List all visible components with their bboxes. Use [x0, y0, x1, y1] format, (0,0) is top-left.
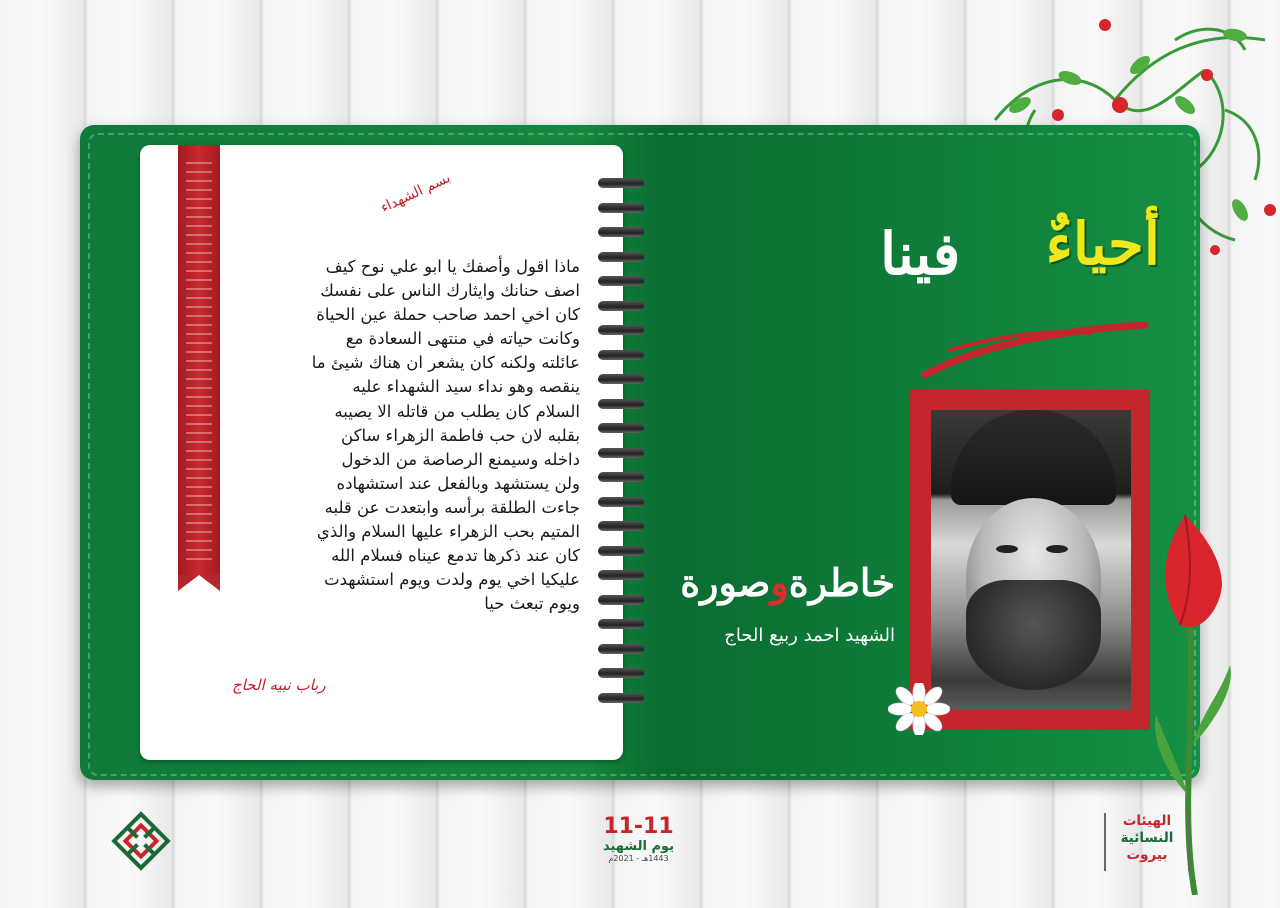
poem-line: ينقصه وهو نداء سيد الشهداء عليه	[352, 377, 580, 397]
spiral-ring	[598, 325, 644, 335]
spiral-binding	[598, 178, 648, 718]
date-years: 1443هـ - 2021م	[608, 854, 669, 863]
poem-line: بقلبه لان حب فاطمة الزهراء ساكن	[341, 425, 580, 445]
org-line-2: النسائية	[1120, 830, 1174, 846]
photo-beard	[966, 580, 1101, 690]
org-line-3: بيروت	[1126, 847, 1168, 863]
spiral-ring	[598, 497, 644, 507]
photo-eye	[1046, 545, 1068, 553]
poem-line: السلام كان يطلب من قاتله الا يصيبه	[334, 401, 580, 421]
poem-line: ماذا اقول وأصفك يا ابو علي نوح كيف	[325, 257, 580, 276]
spiral-ring	[598, 570, 644, 580]
spiral-ring	[598, 252, 644, 262]
poem-line: عليكيا اخي يوم ولدت ويوم استشهدت	[324, 570, 580, 590]
subtitle	[680, 560, 895, 605]
ribbon-calligraphy-pattern	[186, 160, 212, 560]
poem-line: ولن يستشهد وبالفعل عند استشهاده	[336, 473, 580, 493]
spiral-ring	[598, 276, 644, 286]
title-word-2: فينا	[880, 220, 961, 288]
spiral-ring	[598, 521, 644, 531]
photo-eye	[996, 545, 1018, 553]
title-word-1: أحياءٌ	[1045, 210, 1160, 278]
daisy-flower	[888, 683, 950, 735]
poster-title	[880, 210, 1160, 310]
spiral-ring	[598, 546, 644, 556]
poem-line: وكانت حياته في منتهى السعادة مع	[345, 329, 580, 349]
poem-text	[250, 255, 580, 616]
spiral-ring	[598, 595, 644, 605]
spiral-ring	[598, 178, 644, 188]
poem-line: داخله وسيمنع الرصاصة من الدخول	[341, 449, 580, 469]
spiral-ring	[598, 644, 644, 654]
author-signature: رباب نبيه الحاج	[232, 676, 326, 694]
spiral-ring	[598, 203, 644, 213]
spiral-ring	[598, 374, 644, 384]
spiral-ring	[598, 399, 644, 409]
poem-line: اصف حنانك وايثارك الناس على نفسك	[320, 281, 580, 301]
poem-line: المتيم بحب الزهراء عليها السلام والذي	[316, 522, 580, 542]
martyr-name: الشهيد احمد ربيع الحاج	[724, 625, 895, 646]
spiral-ring	[598, 423, 644, 433]
martyr-photo	[931, 410, 1131, 710]
kufic-logo	[110, 810, 172, 872]
subtitle-part-1: خاطرة	[788, 560, 895, 605]
org-line-1: الهيئات	[1122, 813, 1172, 829]
martyr-day-badge	[596, 815, 681, 863]
date-label: يوم الشهيد	[602, 839, 675, 854]
title-swoosh	[920, 305, 1150, 380]
spiral-ring	[598, 448, 644, 458]
poem-line: كان اخي احمد صاحب حملة عين الحياة	[316, 305, 580, 325]
poem-line: ويوم تبعث حيا	[484, 594, 580, 614]
spiral-ring	[598, 668, 644, 678]
spiral-ring	[598, 693, 644, 703]
poem-line: عائلته ولكنه كان يشعر ان هناك شيئ ما	[311, 353, 580, 373]
calligraphy-heading: بسم الشهداء	[378, 169, 453, 217]
ribbon-tail	[178, 575, 220, 591]
spiral-ring	[598, 472, 644, 482]
org-logo	[1104, 813, 1190, 871]
subtitle-part-2: صورة	[680, 560, 771, 605]
spiral-ring	[598, 301, 644, 311]
photo-cap	[951, 410, 1116, 505]
spiral-ring	[598, 619, 644, 629]
spiral-ring	[598, 350, 644, 360]
subtitle-and: و	[770, 560, 789, 605]
poem-line: جاءت الطلقة برأسه وابتعدت عن قلبه	[324, 497, 580, 517]
spiral-ring	[598, 227, 644, 237]
date-number: 11-11	[603, 814, 674, 839]
poem-line: كان عند ذكرها تدمع عيناه فسلام الله	[331, 546, 580, 566]
